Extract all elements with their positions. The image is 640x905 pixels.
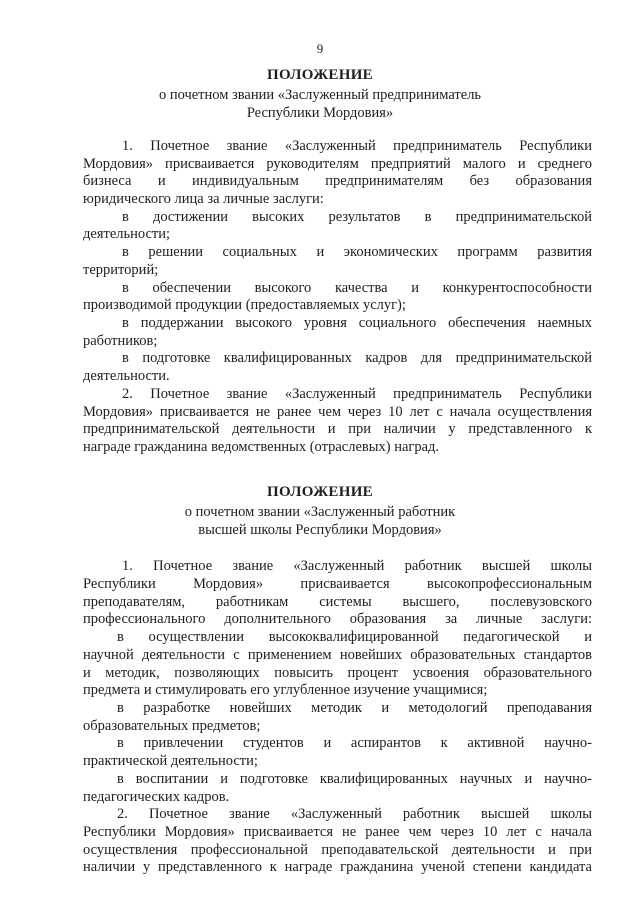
section2-line: предмета и стимулировать его углубленное изучение учащимися; <box>83 682 488 698</box>
section1-line: юридического лица за личные заслуги: <box>83 191 324 207</box>
section1-line: Мордовия» присваивается руководителям предприятий малого и среднего <box>83 156 592 172</box>
section2-line: преподавателям, работникам системы высшего, послевузовского <box>83 594 592 610</box>
section1-line: производимой продукции (предоставляемых услуг); <box>83 297 406 313</box>
section2-line: 1. Почетное звание «Заслуженный работник высшей школы <box>122 558 592 574</box>
section1-line: 2. Почетное звание «Заслуженный предприниматель Республики <box>122 386 592 402</box>
section2-line: и методик, позволяющих повысить процент усвоения образовательного <box>83 665 592 681</box>
section2-line: Республики Мордовия» присваивается не ранее чем через 10 лет с начала <box>83 824 592 840</box>
section1-line: территорий; <box>83 262 159 278</box>
section2-line: профессионального дополнительного образования за личные заслуги: <box>83 611 592 627</box>
section2-line: образовательных предметов; <box>83 718 261 734</box>
section1-subtitle-line2: Республики Мордовия» <box>246 105 394 121</box>
section1-line: работников; <box>83 333 158 349</box>
section2-line: в разработке новейших методик и методологий преподавания <box>117 700 592 716</box>
section1-line: деятельности. <box>83 368 170 384</box>
section2-title: ПОЛОЖЕНИЕ <box>267 484 373 500</box>
section2-subtitle-line1: о почетном звании «Заслуженный работник <box>184 504 456 520</box>
section1-line: награде гражданина ведомственных (отраслевых) наград. <box>83 439 440 455</box>
section1-line: в поддержании высокого уровня социального обеспечения наемных <box>122 315 592 331</box>
section2-line: в привлечении студентов и аспирантов к активной научно- <box>117 735 592 751</box>
section1-line: Мордовия» присваивается не ранее чем через 10 лет с начала осуществления <box>83 404 592 420</box>
section1-line: в подготовке квалифицированных кадров для предпринимательской <box>122 350 592 366</box>
section2-line: наличии у представленного к награде гражданина ученой степени кандидата <box>83 859 592 875</box>
section2-line: осуществления профессиональной преподавательской деятельности и при <box>83 842 592 858</box>
section1-line: в достижении высоких результатов в предпринимательской <box>122 209 592 225</box>
section2-line: 2. Почетное звание «Заслуженный работник высшей школы <box>117 806 592 822</box>
section2-line: в осуществлении высококвалифицированной педагогической и <box>117 629 592 645</box>
section1-line: предпринимательской деятельности и при наличии у представленного к <box>83 421 592 437</box>
section1-line: бизнеса и индивидуальным предпринимателям без образования <box>83 173 592 189</box>
page-number: 9 <box>316 41 324 56</box>
section2-line: в воспитании и подготовке квалифицированных научных и научно- <box>117 771 592 787</box>
section1-subtitle-line1: о почетном звании «Заслуженный предприниматель <box>158 87 482 103</box>
section2-line: педагогических кадров. <box>83 789 230 805</box>
section2-subtitle-line2: высшей школы Республики Мордовия» <box>198 522 442 538</box>
section1-line: 1. Почетное звание «Заслуженный предприниматель Республики <box>122 138 592 154</box>
section1-line: деятельности; <box>83 226 171 242</box>
section1-line: в решении социальных и экономических программ развития <box>122 244 592 260</box>
section2-line: Республики Мордовия» присваивается высокопрофессиональным <box>83 576 592 592</box>
section1-title: ПОЛОЖЕНИЕ <box>267 67 373 83</box>
section1-line: в обеспечении высокого качества и конкурентоспособности <box>122 280 592 296</box>
section2-line: практической деятельности; <box>83 753 258 769</box>
section2-line: научной деятельности с применением новейших образовательных стандартов <box>83 647 592 663</box>
